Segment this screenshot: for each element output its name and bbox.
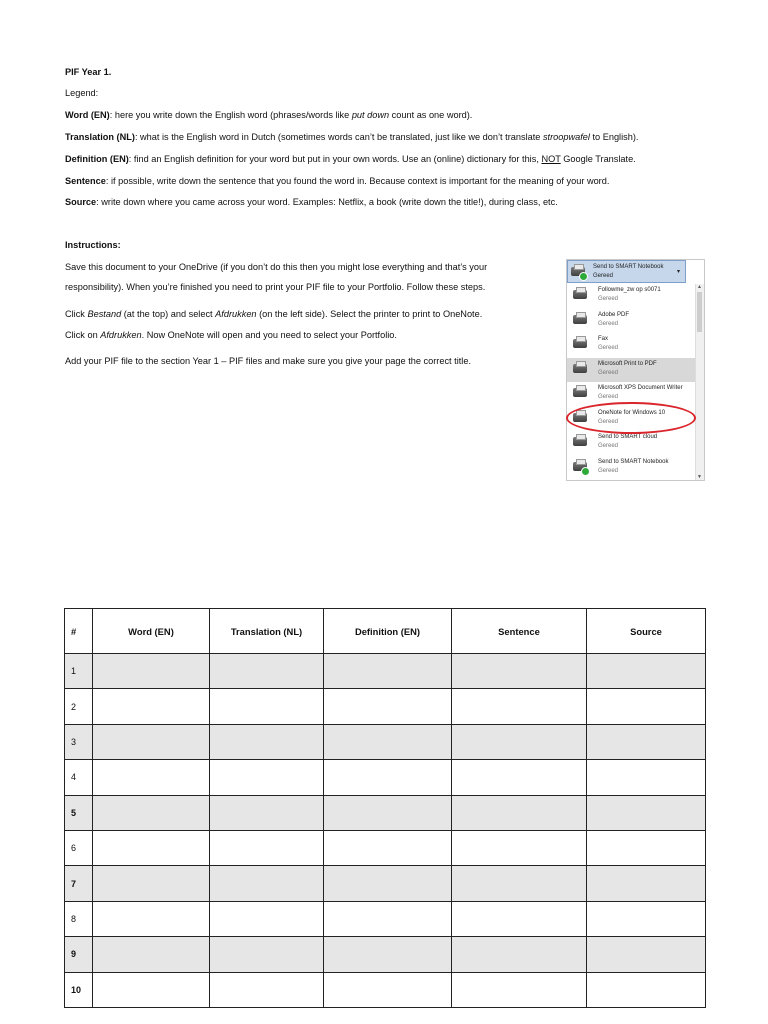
instructions-p1-line2: responsibility). When you’re finished you need to print your PIF file to your Portfolio. Follow these steps.: [65, 282, 486, 292]
table-cell[interactable]: [587, 760, 706, 795]
table-cell[interactable]: [324, 724, 452, 759]
instructions-label: Instructions:: [65, 240, 121, 250]
instructions-p3: Click on Afdrukken. Now OneNote will open and you need to select your Portfolio.: [65, 330, 397, 340]
table-cell[interactable]: [93, 760, 210, 795]
legend-definition: Definition (EN): find an English definition for your word but put in your own words. Use an (online) dictionary for this, NOT Google Translate.: [65, 154, 636, 164]
row-number: 9: [65, 937, 93, 972]
table-cell[interactable]: [452, 830, 587, 865]
printer-item-followme[interactable]: [567, 284, 695, 309]
printer-name: Send to SMART Notebook: [598, 458, 669, 465]
table-row: [65, 901, 706, 936]
fax-icon: [573, 339, 587, 348]
printer-name: Fax: [598, 336, 609, 342]
printer-status: Gereed: [598, 369, 619, 376]
table-cell[interactable]: [93, 689, 210, 724]
legend-sentence: Sentence: if possible, write down the sentence that you found the word in. Because context is important for the meaning of your word.: [65, 176, 610, 186]
printer-icon: [573, 388, 587, 397]
printer-name: Followme_zw op s0071: [598, 287, 661, 293]
table-cell[interactable]: [452, 795, 587, 830]
instructions-p1-line1: Save this document to your OneDrive (if you don’t do this then you might lose everything and that’s your: [65, 262, 488, 272]
column-header-word: Word (EN): [93, 609, 210, 654]
table-cell[interactable]: [210, 689, 324, 724]
instructions-p2: Click Bestand (at the top) and select Afdrukken (on the left side). Select the printer to print to OneNote.: [65, 309, 483, 319]
document-title: PIF Year 1.: [65, 67, 112, 77]
table-cell[interactable]: [93, 724, 210, 759]
printer-list: [567, 284, 695, 480]
vocabulary-table: [64, 608, 706, 1008]
table-cell[interactable]: [93, 901, 210, 936]
table-cell[interactable]: [324, 689, 452, 724]
row-number: 1: [65, 654, 93, 689]
legend-source: Source: write down where you came across your word. Examples: Netflix, a book (write down the title!), during class, etc.: [65, 197, 558, 207]
printer-item-adobe-pdf[interactable]: [567, 309, 695, 334]
printer-item-smart-cloud[interactable]: [567, 431, 695, 456]
printer-icon: [571, 267, 585, 276]
table-row: [65, 689, 706, 724]
table-cell[interactable]: [587, 689, 706, 724]
instructions-p4: Add your PIF file to the section Year 1 – PIF files and make sure you give your page the correct title.: [65, 356, 471, 366]
scroll-up-icon[interactable]: ▲: [697, 284, 702, 290]
row-number: 7: [65, 866, 93, 901]
printer-status: Gereed: [598, 443, 619, 449]
table-cell[interactable]: [93, 654, 210, 689]
table-cell[interactable]: [587, 901, 706, 936]
table-row: [65, 830, 706, 865]
table-cell[interactable]: [324, 760, 452, 795]
table-cell[interactable]: [452, 901, 587, 936]
legend-translation: Translation (NL): what is the English word in Dutch (sometimes words can’t be translated, just like we don’t translate stroopwafel to English).: [65, 132, 639, 142]
table-cell[interactable]: [452, 724, 587, 759]
table-cell[interactable]: [210, 972, 324, 1007]
table-cell[interactable]: [93, 937, 210, 972]
table-cell[interactable]: [210, 795, 324, 830]
table-cell[interactable]: [587, 654, 706, 689]
table-cell[interactable]: [452, 654, 587, 689]
table-cell[interactable]: [324, 866, 452, 901]
printer-icon: [573, 290, 587, 299]
printer-icon: [573, 462, 587, 471]
table-cell[interactable]: [587, 795, 706, 830]
table-cell[interactable]: [587, 972, 706, 1007]
table-row: [65, 972, 706, 1007]
column-header-number: #: [65, 609, 93, 654]
table-cell[interactable]: [452, 937, 587, 972]
row-number: 2: [65, 689, 93, 724]
printer-icon: [573, 364, 587, 373]
table-cell[interactable]: [587, 724, 706, 759]
printer-name: Microsoft Print to PDF: [598, 360, 657, 367]
table-cell[interactable]: [210, 724, 324, 759]
table-cell[interactable]: [210, 760, 324, 795]
printer-status: Gereed: [598, 394, 619, 400]
row-number: 10: [65, 972, 93, 1007]
printer-icon: [573, 315, 587, 324]
table-cell[interactable]: [210, 866, 324, 901]
table-cell[interactable]: [93, 830, 210, 865]
printer-name: Adobe PDF: [598, 311, 630, 318]
table-row: [65, 795, 706, 830]
table-cell[interactable]: [324, 795, 452, 830]
table-cell[interactable]: [324, 972, 452, 1007]
table-cell[interactable]: [587, 937, 706, 972]
printer-name: Microsoft XPS Document Writer: [598, 385, 683, 391]
printer-status: Gereed: [598, 418, 619, 425]
column-header-translation: Translation (NL): [210, 609, 324, 654]
table-cell[interactable]: [587, 830, 706, 865]
scroll-down-icon[interactable]: ▼: [697, 474, 702, 480]
printer-dropdown[interactable]: [567, 260, 686, 283]
legend-word: Word (EN): here you write down the English word (phrases/words like put down count as one word).: [65, 110, 473, 120]
column-header-source: Source: [587, 609, 706, 654]
chevron-down-icon[interactable]: ▾: [677, 269, 681, 275]
selected-printer-status: Gereed: [593, 273, 614, 279]
scrollbar-thumb[interactable]: [697, 292, 702, 332]
table-cell[interactable]: [452, 689, 587, 724]
printer-status: Gereed: [598, 320, 619, 327]
table-cell[interactable]: [324, 830, 452, 865]
table-cell[interactable]: [93, 795, 210, 830]
table-cell[interactable]: [93, 972, 210, 1007]
printer-item-smart-notebook[interactable]: [567, 456, 695, 481]
printer-status: Gereed: [598, 296, 619, 302]
table-cell[interactable]: [324, 937, 452, 972]
printer-name: Send to SMART cloud: [598, 434, 658, 440]
column-header-sentence: Sentence: [452, 609, 587, 654]
row-number: 4: [65, 760, 93, 795]
table-cell[interactable]: [452, 866, 587, 901]
row-number: 5: [65, 795, 93, 830]
table-cell[interactable]: [210, 830, 324, 865]
table-row: [65, 937, 706, 972]
highlight-circle: [566, 402, 696, 434]
column-header-definition: Definition (EN): [324, 609, 452, 654]
table-cell[interactable]: [587, 866, 706, 901]
scrollbar[interactable]: [695, 284, 704, 480]
row-number: 8: [65, 901, 93, 936]
table-cell[interactable]: [452, 972, 587, 1007]
printer-status: Gereed: [598, 467, 619, 474]
printer-status: Gereed: [598, 345, 619, 351]
table-cell[interactable]: [324, 654, 452, 689]
table-cell[interactable]: [210, 901, 324, 936]
table-cell[interactable]: [210, 654, 324, 689]
printer-item-microsoft-print-to-pdf[interactable]: [567, 358, 695, 383]
printer-icon: [573, 437, 587, 446]
printer-item-fax[interactable]: [567, 333, 695, 358]
printer-select-dialog: [566, 259, 705, 481]
table-row: [65, 866, 706, 901]
table-cell[interactable]: [452, 760, 587, 795]
legend-label: Legend:: [65, 88, 99, 98]
table-row: [65, 724, 706, 759]
printer-name: OneNote for Windows 10: [598, 409, 666, 416]
row-number: 3: [65, 724, 93, 759]
table-cell[interactable]: [210, 937, 324, 972]
table-row: [65, 760, 706, 795]
table-cell[interactable]: [324, 901, 452, 936]
row-number: 6: [65, 830, 93, 865]
table-cell[interactable]: [93, 866, 210, 901]
table-row: [65, 654, 706, 689]
table-header-row: [65, 609, 706, 654]
selected-printer-name: Send to SMART Notebook: [593, 264, 664, 270]
